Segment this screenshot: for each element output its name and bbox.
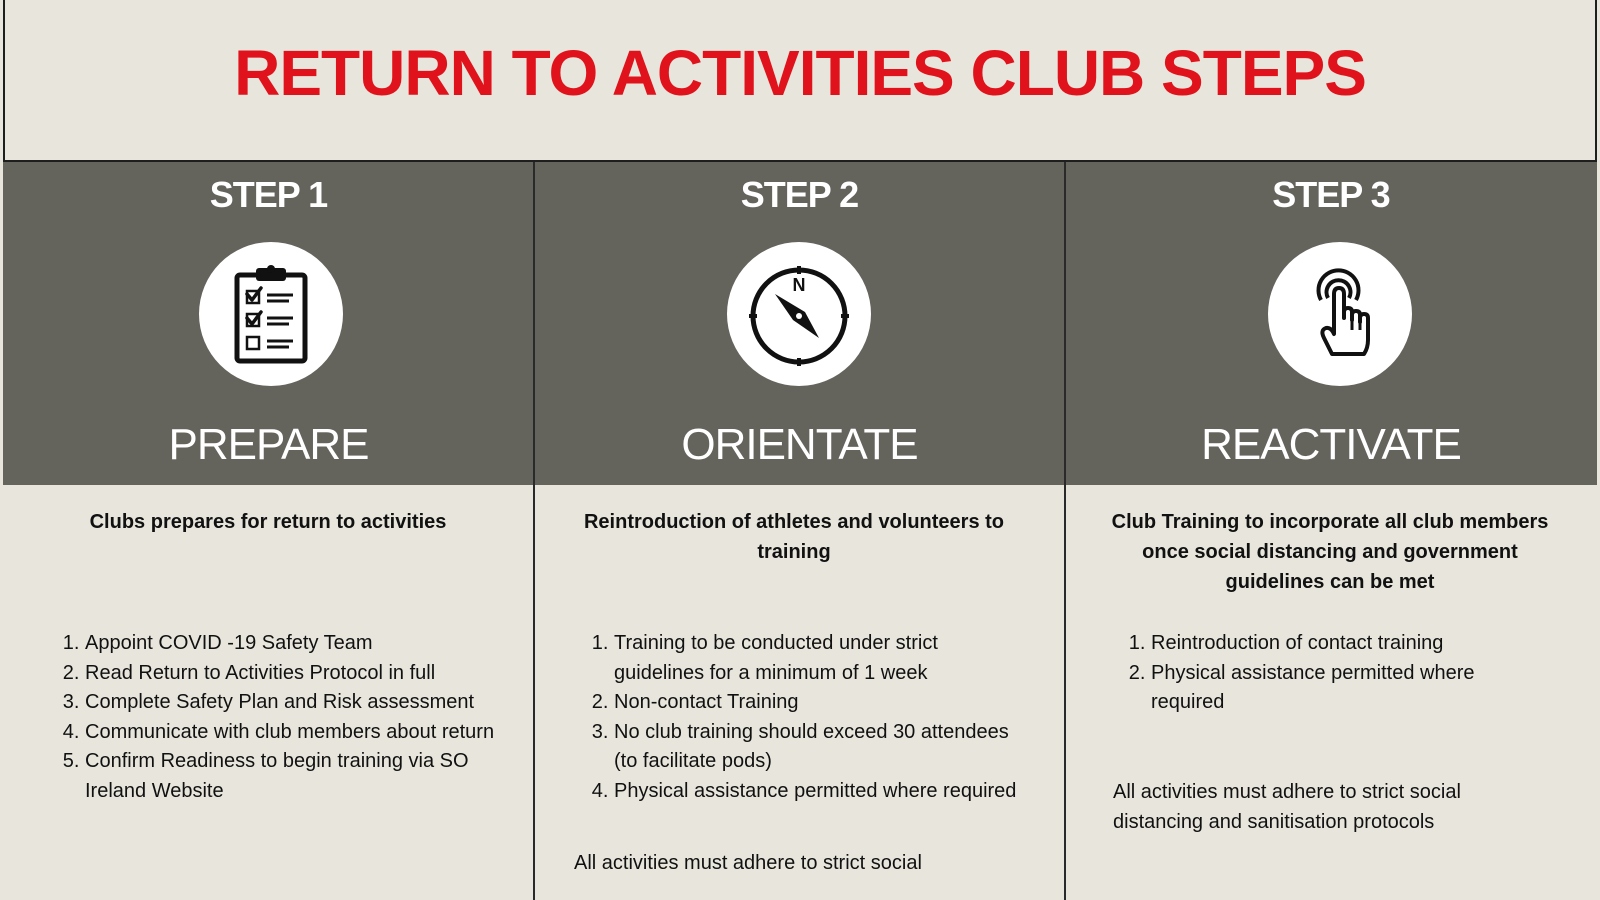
list-item: 2. Non-contact Training: [614, 688, 1024, 718]
step-3-lead: Club Training to incorporate all club members once social distancing and government guidelines can be met: [1111, 511, 1549, 593]
list-item: 4. Physical assistance permitted where required: [614, 777, 1024, 807]
step-2-lead: Reintroduction of athletes and volunteers to training: [583, 511, 1005, 563]
compass-icon: [727, 242, 871, 386]
step-1-name: PREPARE: [168, 420, 369, 469]
svg-text:N: N: [792, 275, 806, 295]
page-title: RETURN TO ACTIVITIES CLUB STEPS: [234, 37, 1366, 109]
list-item: 1. Appoint COVID -19 Safety Team: [85, 629, 505, 659]
list-item: 1. Reintroduction of contact training: [1151, 629, 1551, 659]
step-2-name: ORIENTATE: [681, 420, 918, 469]
step-2-label: STEP 2: [740, 174, 859, 215]
step-3-list: [1129, 629, 1551, 718]
step-3-column: [1065, 162, 1597, 900]
step-2-column: [534, 162, 1065, 900]
list-item: 4. Communicate with club members about return: [85, 718, 505, 748]
step-3-note: All activities must adhere to strict social distancing and sanitisation protocols: [1113, 781, 1461, 833]
step-2-list: [592, 629, 1024, 806]
step-1-list: [63, 629, 505, 806]
list-item: 2. Read Return to Activities Protocol in full: [85, 659, 505, 689]
list-item: 1. Training to be conducted under strict guidelines for a minimum of 1 week: [614, 629, 1024, 688]
step-1-column: [3, 162, 534, 900]
step-3-label: STEP 3: [1272, 174, 1390, 215]
step-3-name: REACTIVATE: [1201, 420, 1461, 469]
step-1-lead: Clubs prepares for return to activities: [89, 511, 447, 533]
list-item: 3. Complete Safety Plan and Risk assessment: [85, 688, 505, 718]
list-item: 3. No club training should exceed 30 attendees (to facilitate pods): [614, 718, 1024, 777]
step-1-label: STEP 1: [209, 174, 328, 215]
touch-hand-icon: [1268, 242, 1412, 386]
list-item: 5. Confirm Readiness to begin training via SO Ireland Website: [85, 747, 505, 806]
step-2-note: All activities must adhere to strict social: [574, 852, 922, 874]
clipboard-checklist-icon: [199, 242, 343, 386]
list-item: 2. Physical assistance permitted where required: [1151, 659, 1551, 718]
